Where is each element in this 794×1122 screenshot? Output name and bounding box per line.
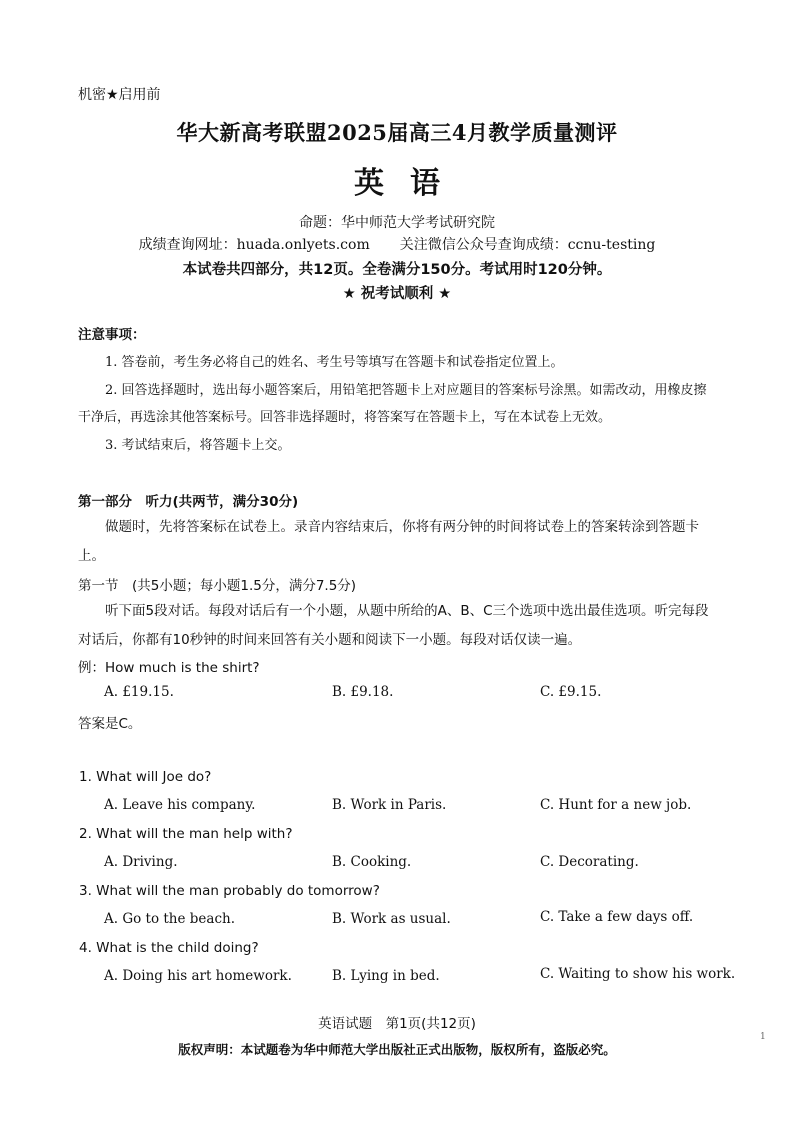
wechat-info: 关注微信公众号查询成绩：ccnu-testing [399, 237, 656, 253]
example-option-c: C. £9.15. [540, 684, 602, 700]
question-4-option-b: B. Lying in bed. [332, 968, 440, 984]
question-1-option-c: C. Hunt for a new job. [540, 797, 692, 813]
section1-heading: 第一节 (共5小题；每小题1.5分，满分7.5分) [78, 578, 357, 594]
question-3: 3. What will the man probably do tomorrow? [79, 883, 380, 899]
page-footer: 英语试题 第1页(共12页) [318, 1016, 476, 1032]
question-1: 1. What will Joe do? [79, 769, 212, 785]
exam-info: 本试卷共四部分，共12页。全卷满分150分。考试用时120分钟。 [182, 262, 612, 278]
query-site: 成绩查询网址：huada.onlyets.com [138, 237, 370, 253]
exam-title: 华大新高考联盟2025届高三4月教学质量测评 [176, 120, 618, 145]
question-2: 2. What will the man help with? [79, 826, 293, 842]
example-option-b: B. £9.18. [332, 684, 394, 700]
question-4-option-c: C. Waiting to show his work. [540, 966, 736, 982]
question-3-option-c: C. Take a few days off. [540, 909, 694, 925]
question-2-option-a: A. Driving. [104, 854, 178, 870]
copyright-notice: 版权声明：本试题卷为华中师范大学出版社正式出版物，版权所有，盗版必究。 [178, 1042, 616, 1057]
part1-instruction: 做题时，先将答案标在试卷上。录音内容结束后，你将有两分钟的时间将试卷上的答案转涂到答题卡上。 [78, 519, 699, 564]
good-luck-line: ★ 祝考试顺利 ★ [342, 286, 452, 302]
notice-item: 3. 考试结束后，将答题卡上交。 [105, 438, 291, 453]
confidential-label: 机密★启用前 [78, 87, 161, 103]
question-2-option-b: B. Cooking. [332, 854, 412, 870]
corner-page-mark: 1 [760, 1032, 766, 1042]
question-1-option-a: A. Leave his company. [104, 797, 256, 813]
question-2-option-c: C. Decorating. [540, 854, 639, 870]
notice-item: 1. 答卷前，考生务必将自己的姓名、考生号等填写在答题卡和试卷指定位置上。 [105, 355, 564, 370]
query-line [0, 234, 794, 254]
question-4: 4. What is the child doing? [79, 940, 259, 956]
example-question: 例：How much is the shirt? [78, 660, 260, 676]
notice-heading: 注意事项： [78, 327, 146, 343]
section1-instruction: 听下面5段对话。每段对话后有一个小题，从题中所给的A、B、C三个选项中选出最佳选项。听完每段对话后，你都有10秒钟的时间来回答有关小题和阅读下一小题。每段对话仅读一遍。 [78, 603, 709, 648]
subject-title: 英语 [354, 166, 466, 201]
author-line: 命题：华中师范大学考试研究院 [299, 215, 495, 231]
question-1-option-b: B. Work in Paris. [332, 797, 447, 813]
question-3-option-b: B. Work as usual. [332, 911, 451, 927]
part1-heading: 第一部分 听力(共两节，满分30分) [78, 494, 299, 510]
example-answer: 答案是C。 [78, 716, 142, 732]
question-4-option-a: A. Doing his art homework. [104, 968, 292, 984]
question-3-option-a: A. Go to the beach. [104, 911, 236, 927]
example-option-a: A. £19.15. [104, 684, 174, 700]
notice-item: 2. 回答选择题时，选出每小题答案后，用铅笔把答题卡上对应题目的答案标号涂黑。如需改动，用橡皮擦干净后，再选涂其他答案标号。回答非选择题时，将答案写在答题卡上，写在本试卷上无效。 [78, 383, 707, 425]
